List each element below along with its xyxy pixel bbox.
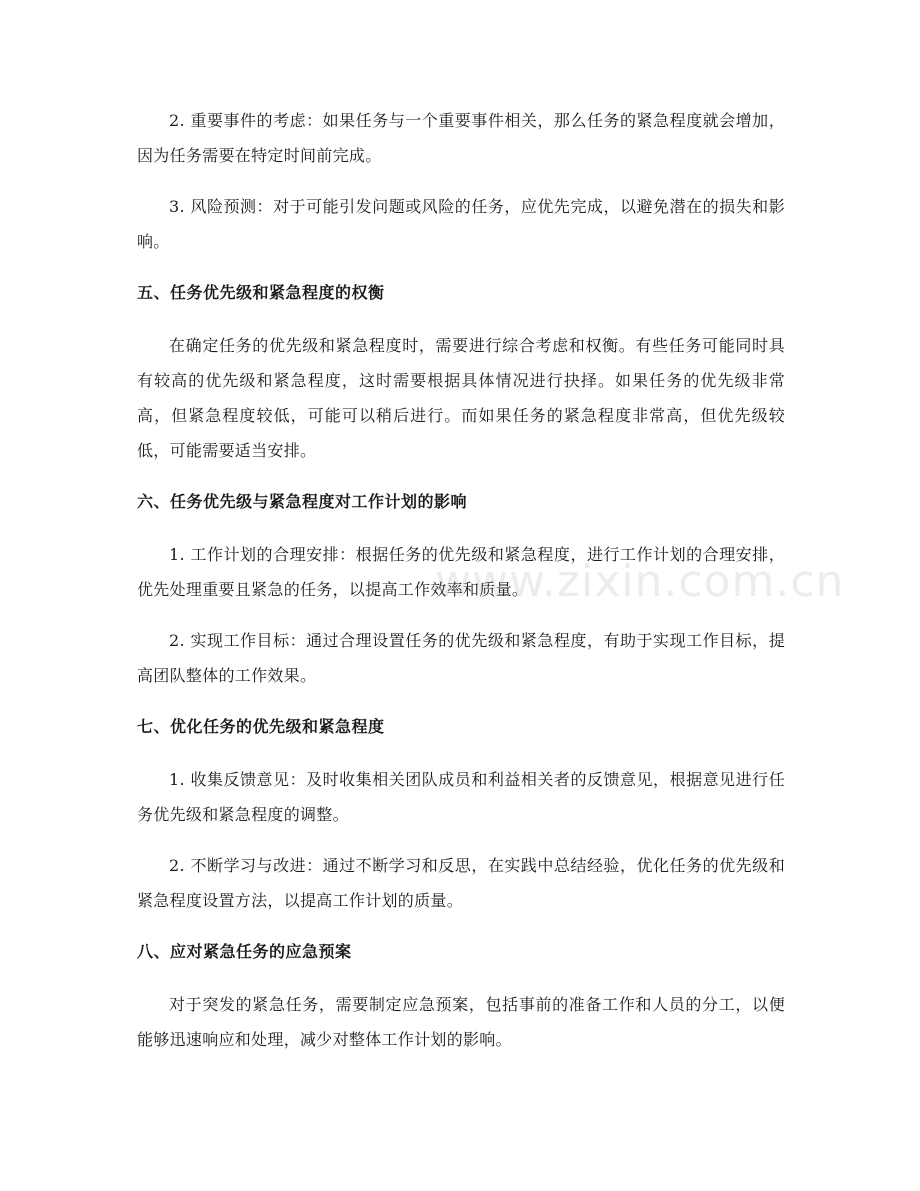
- section-heading-8: 八、应对紧急任务的应急预案: [137, 942, 352, 961]
- paragraph-plan-arrangement: 1. 工作计划的合理安排：根据任务的优先级和紧急程度，进行工作计划的合理安排，优先处理重要且紧急的任务，以提高工作效率和质量。: [137, 545, 785, 599]
- watermark: www.zixin.com.cn: [435, 556, 845, 607]
- paragraph-work-goals: 2. 实现工作目标：通过合理设置任务的优先级和紧急程度，有助于实现工作目标，提高团队整体的工作效果。: [137, 631, 785, 685]
- paragraph-learning: 2. 不断学习与改进：通过不断学习和反思，在实践中总结经验，优化任务的优先级和紧急程度设置方法，以提高工作计划的质量。: [137, 856, 785, 910]
- paragraph-emergency-plan: 对于突发的紧急任务，需要制定应急预案，包括事前的准备工作和人员的分工，以便能够迅速响应和处理，减少对整体工作计划的影响。: [137, 995, 785, 1049]
- paragraph-tradeoff: 在确定任务的优先级和紧急程度时，需要进行综合考虑和权衡。有些任务可能同时具有较高的优先级和紧急程度，这时需要根据具体情况进行抉择。如果任务的优先级非常高，但紧急程度较低，可能可以稍后进行。而如果任务的紧急程度非常高，但优先级较低，可能需要适当安排。: [137, 336, 785, 460]
- paragraph-risk-prediction: 3. 风险预测：对于可能引发问题或风险的任务，应优先完成，以避免潜在的损失和影响。: [137, 197, 785, 251]
- section-heading-7: 七、优化任务的优先级和紧急程度: [137, 717, 385, 736]
- paragraph-important-event: 2. 重要事件的考虑：如果任务与一个重要事件相关，那么任务的紧急程度就会增加，因为任务需要在特定时间前完成。: [137, 111, 785, 165]
- document-body: [137, 103, 785, 1073]
- section-heading-6: 六、任务优先级与紧急程度对工作计划的影响: [137, 492, 468, 511]
- section-heading-5: 五、任务优先级和紧急程度的权衡: [137, 283, 385, 302]
- paragraph-feedback: 1. 收集反馈意见：及时收集相关团队成员和利益相关者的反馈意见，根据意见进行任务优先级和紧急程度的调整。: [137, 770, 785, 824]
